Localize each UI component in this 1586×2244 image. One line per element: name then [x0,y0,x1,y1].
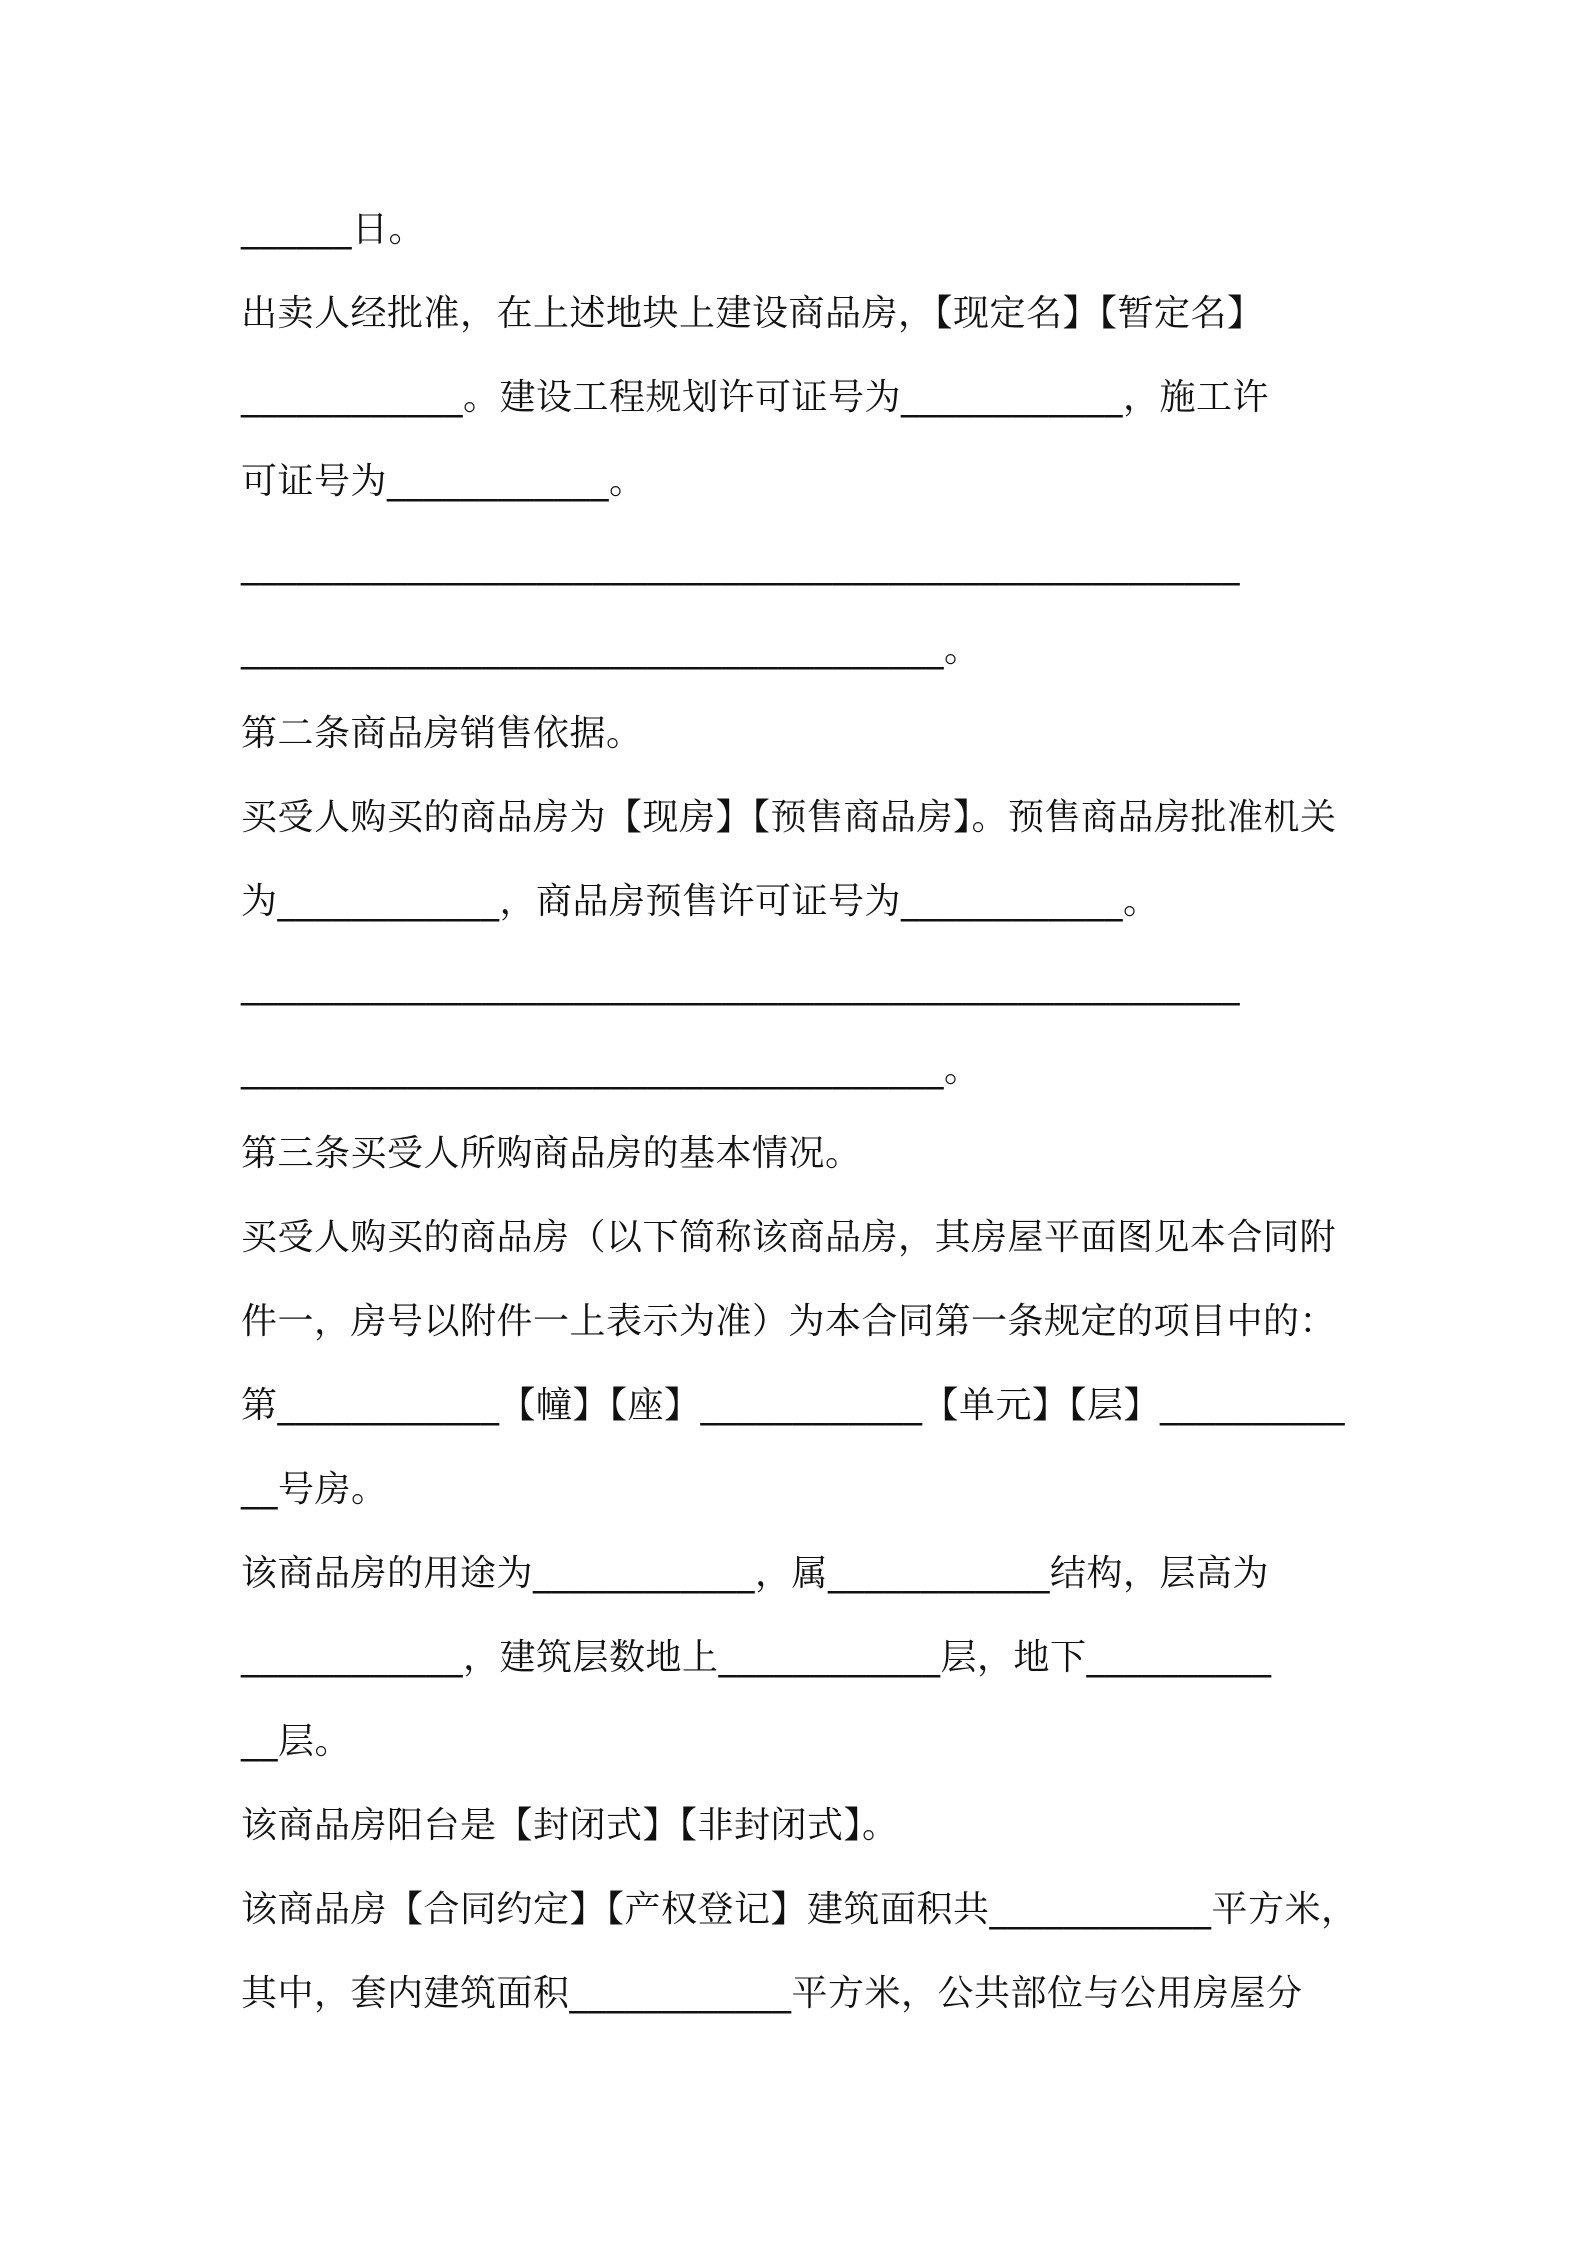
text-line: 其中，套内建筑面积____________平方米，公共部位与公用房屋分 [241,1973,1303,2014]
text-line: ____________。建设工程规划许可证号为____________，施工许 [241,377,1270,418]
section-heading: 第二条商品房销售依据。 [241,713,643,754]
text-line: 该商品房阳台是【封闭式】【非封闭式】。 [241,1805,899,1846]
text-line: __号房。 [241,1469,388,1510]
text-line: 该商品房的用途为____________，属____________结构，层高为 [241,1553,1270,1594]
text-line: 买受人购买的商品房（以下简称该商品房，其房屋平面图见本合同附 [241,1217,1337,1258]
text-line: ______________________________________________________ [241,965,1240,1006]
text-line: ______________________________________。 [241,1049,981,1090]
text-line: 出卖人经批准，在上述地块上建设商品房，【现定名】【暂定名】 [241,293,1264,334]
text-line: 第____________【幢】【座】____________【单元】【层】__________ [241,1385,1346,1426]
text-line: 该商品房【合同约定】【产权登记】建筑面积共____________平方米， [241,1889,1358,1930]
text-line: 为____________，商品房预售许可证号为____________。 [241,881,1160,922]
section-heading: 第三条买受人所购商品房的基本情况。 [241,1133,862,1174]
text-line: 买受人购买的商品房为【现房】【预售商品房】。预售商品房批准机关 [241,797,1337,838]
text-line: ______日。 [241,209,426,250]
text-line: ____________，建筑层数地上____________层，地下__________ [241,1637,1272,1678]
text-line: __层。 [241,1721,352,1762]
text-line: ______________________________________。 [241,629,981,670]
text-line: 可证号为____________。 [241,461,646,502]
text-line: ______________________________________________________ [241,545,1240,586]
text-line: 件一，房号以附件一上表示为准）为本合同第一条规定的项目中的： [241,1301,1337,1342]
